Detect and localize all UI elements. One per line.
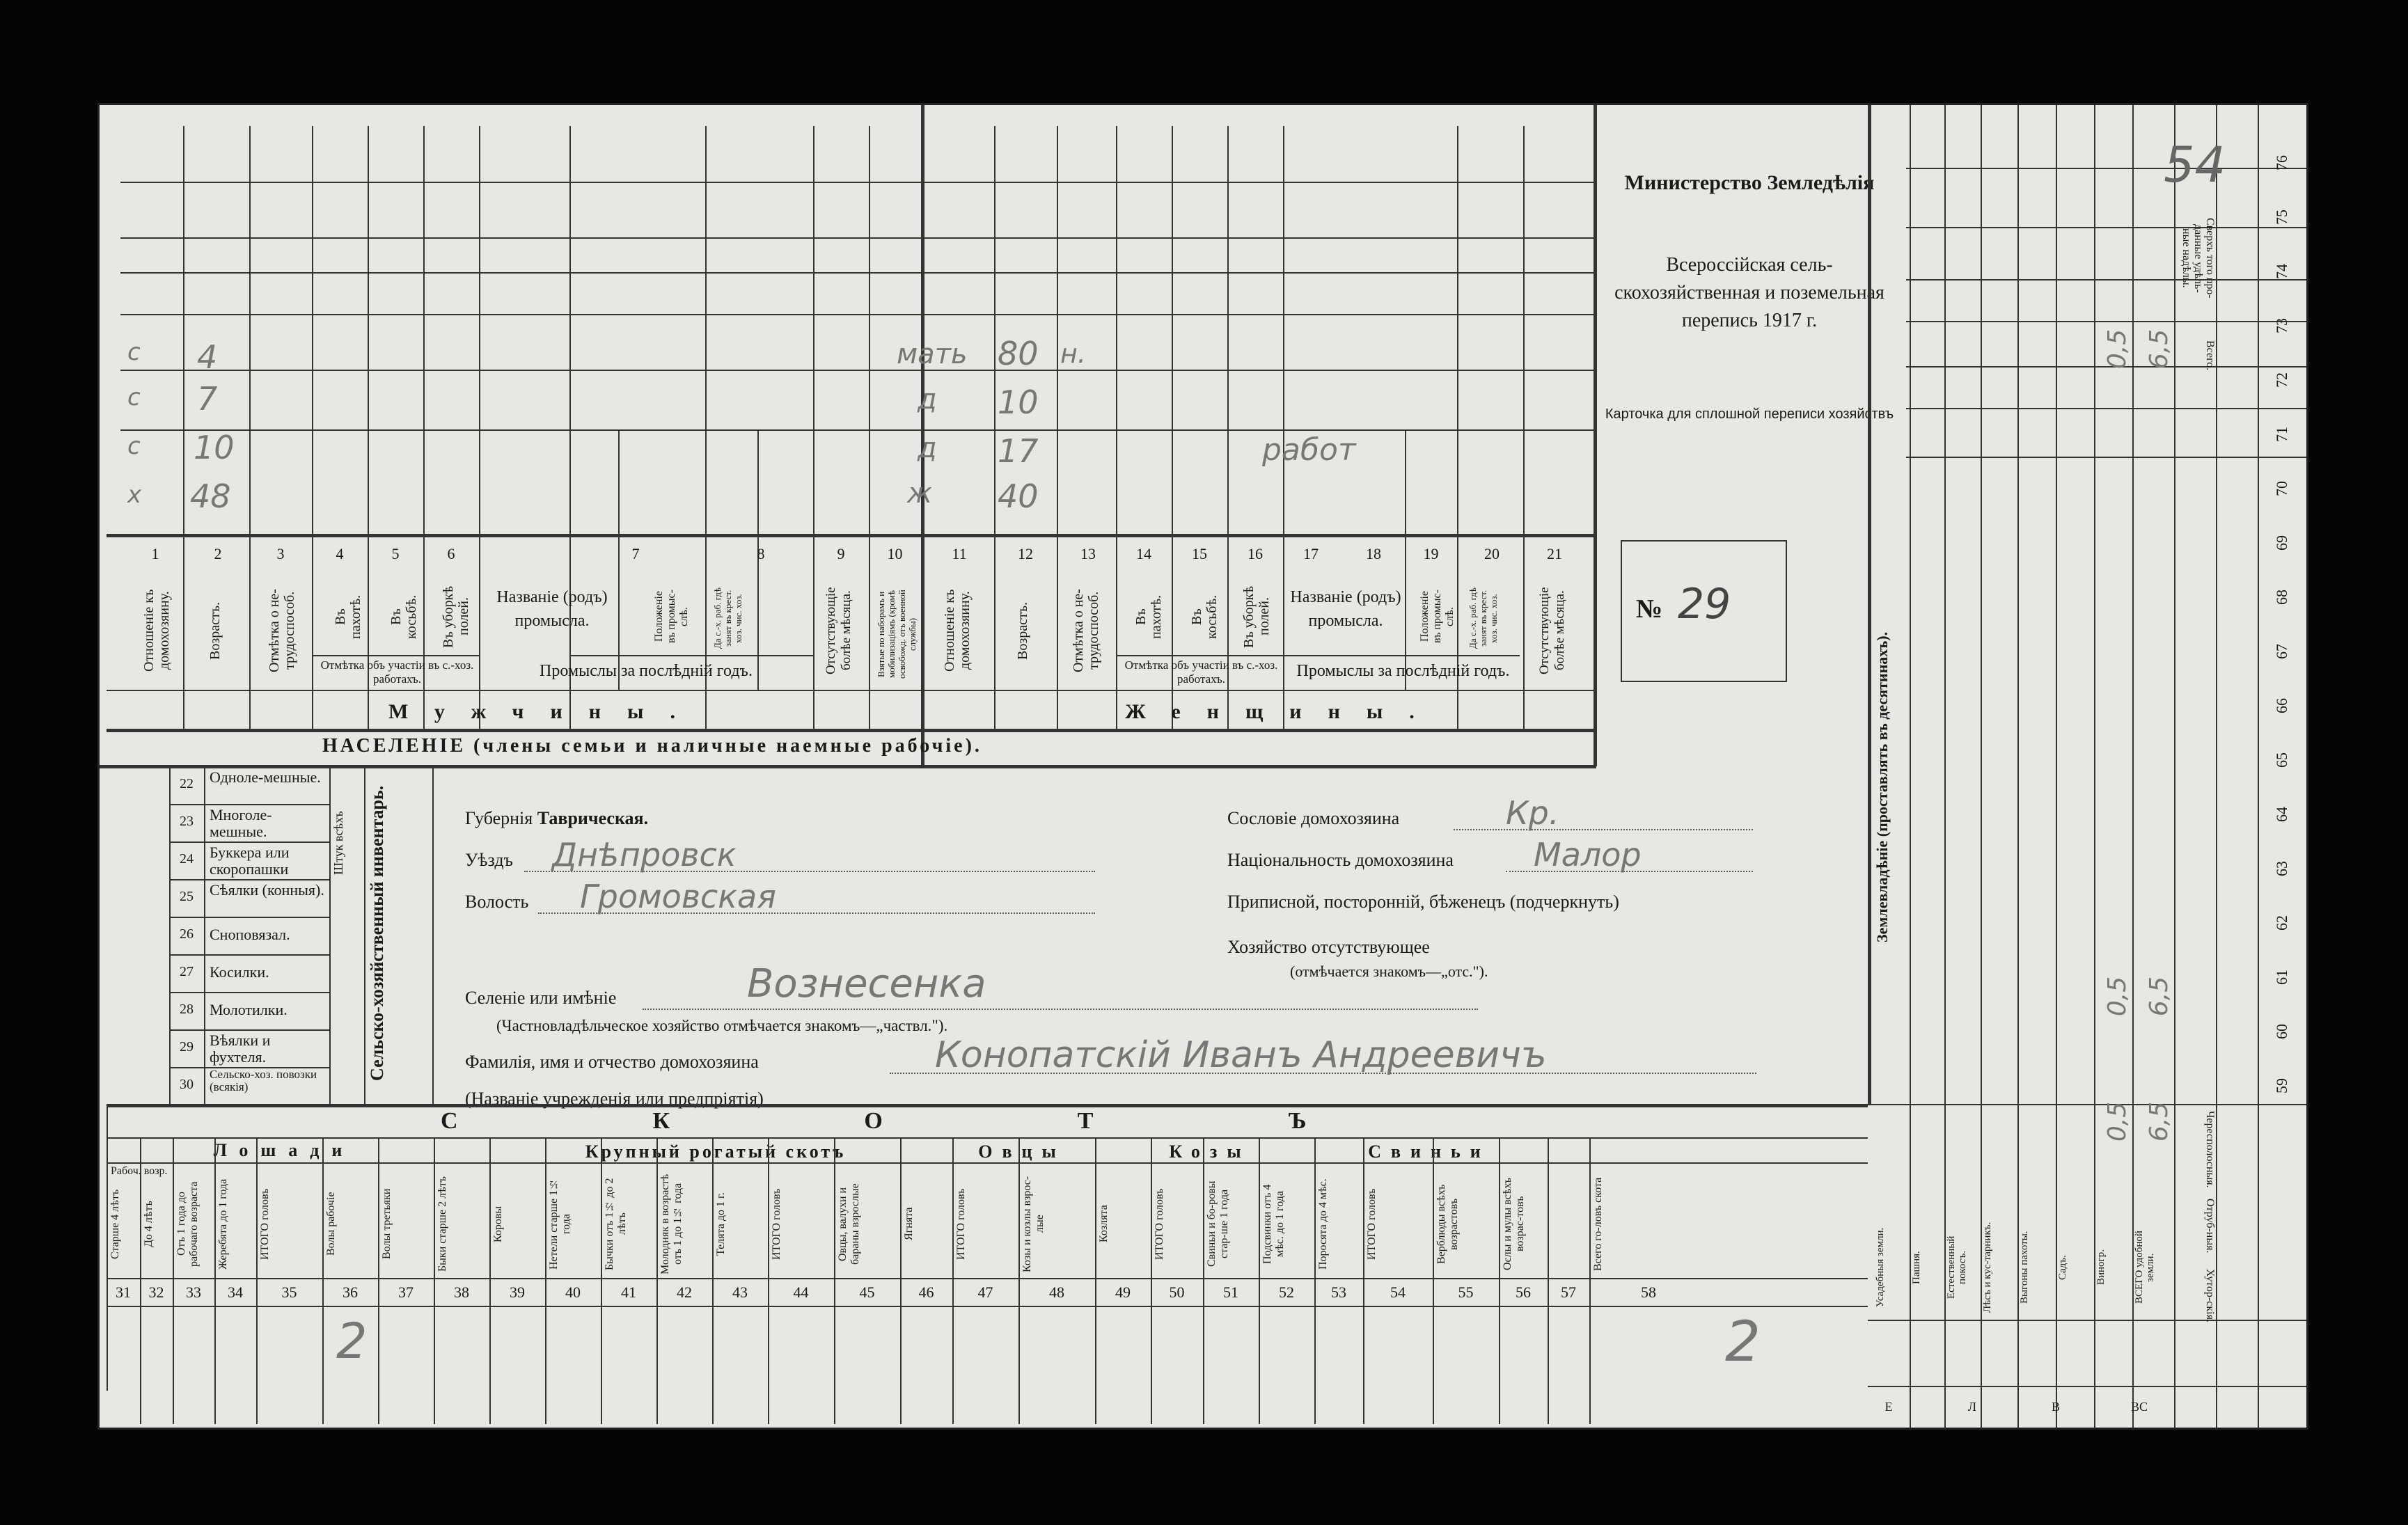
livestock-col-header: Молодняк в возрастѣ отъ 1 до 1½ года xyxy=(659,1174,684,1274)
header-plow-w: Въ пахотѣ. xyxy=(1133,594,1164,639)
livestock-col-header: Волы рабочіе xyxy=(325,1192,337,1256)
header-mow-w: Въ косьбѣ. xyxy=(1189,594,1220,639)
livestock-col-header: Козлята xyxy=(1098,1205,1110,1243)
men-relation-1: с xyxy=(127,338,141,366)
land-col-num: 59 xyxy=(2273,1078,2290,1093)
header-disability-w: Отмѣтка о не-трудоспособ. xyxy=(1071,589,1101,672)
inv-label: Сельско-хоз. повозки (всякія) xyxy=(210,1068,317,1093)
header-relation: Отношеніе къ домохозяину. xyxy=(141,589,172,672)
land-col-num: 65 xyxy=(2273,752,2290,768)
livestock-col-header: Овцы, валухи и бараны взрослые xyxy=(837,1183,861,1265)
women-relation-1: мать xyxy=(897,338,968,370)
land-col-num: 62 xyxy=(2273,915,2290,931)
header-plow: Въ пахотѣ. xyxy=(333,594,363,639)
livestock-col-num: 48 xyxy=(1049,1283,1064,1301)
address-block xyxy=(434,766,1868,1109)
header-mobilized: Взятые по наборамъ и мобилизаціямъ (кромѣ освобожд. отъ военной службы) xyxy=(876,590,918,679)
header-mow: Въ косьбѣ. xyxy=(388,594,419,639)
land-col-num: 70 xyxy=(2273,481,2290,496)
land-row-label: Выгоны пахоты. xyxy=(2019,1231,2030,1304)
livestock-col-num: 33 xyxy=(186,1283,201,1301)
livestock-col-header: Нетели старше 1½ года xyxy=(548,1178,572,1270)
col-num: 17 xyxy=(1303,545,1319,562)
land-col-num: 76 xyxy=(2273,155,2290,171)
livestock-col-num: 35 xyxy=(281,1283,297,1301)
col-num: 9 xyxy=(837,545,845,562)
total-value-2: 6,5 xyxy=(2145,329,2174,370)
land-col-header: Отруб-ныя. xyxy=(2204,1198,2216,1254)
inv-label: Буккера или скоропашки xyxy=(210,844,290,878)
village-note: (Частновладѣльческое хозяйство отмѣчается знакомъ—„частвл."). xyxy=(496,1017,948,1034)
col-num: 6 xyxy=(447,545,455,562)
livestock-col-num: 57 xyxy=(1561,1283,1576,1301)
men-age-2: 7 xyxy=(197,380,218,418)
livestock-col-header: Телята до 1 г. xyxy=(715,1192,727,1256)
header-trade: Названіе (родъ) промысла. xyxy=(496,588,608,630)
header-trades-year-w: Промыслы за послѣдній годъ. xyxy=(1296,662,1510,680)
livestock-col-num: 41 xyxy=(621,1283,636,1301)
livestock-col-num: 31 xyxy=(116,1283,131,1301)
livestock-section-label: СКОТЪ xyxy=(441,1108,1502,1134)
women-relation-4: ж xyxy=(907,477,933,509)
livestock-col-num: 42 xyxy=(677,1283,692,1301)
nationality-label: Національность домохозяина xyxy=(1227,850,1454,870)
livestock-col-num: 50 xyxy=(1169,1283,1185,1301)
header-harvest: Въ уборкѣ полей. xyxy=(441,585,471,648)
col-num: 15 xyxy=(1192,545,1207,562)
land-row-label: Садъ. xyxy=(2057,1255,2068,1280)
livestock-col-num: 54 xyxy=(1390,1283,1406,1301)
header-absent: Отсутствующіе болѣе мѣсяца. xyxy=(824,587,853,674)
livestock-col-header: ИТОГО головъ xyxy=(259,1188,271,1260)
livestock-col-num: 32 xyxy=(148,1283,164,1301)
header-trades-year: Промыслы за послѣдній годъ. xyxy=(540,662,753,680)
col-num: 13 xyxy=(1080,545,1096,562)
volost-value: Громовская xyxy=(580,878,776,915)
livestock-col-header: Отъ 1 года до рабочаго возраста xyxy=(175,1181,200,1267)
all-livestock-total: 2 xyxy=(1725,1309,1761,1374)
land-col-header: Хутор-скія. xyxy=(2204,1268,2216,1322)
livestock-col-num: 39 xyxy=(510,1283,525,1301)
v63-1: 0,5 xyxy=(2103,1101,2132,1142)
women-note-1: н. xyxy=(1060,338,1086,369)
cattle-label: Крупный рогатый скотъ xyxy=(585,1141,847,1162)
men-relation-3: с xyxy=(127,432,141,460)
inv-label: Сѣялки (конныя). xyxy=(210,881,324,899)
land-row-label: Лѣсъ и кус-тарникъ. xyxy=(1982,1222,1993,1313)
inv-num: 25 xyxy=(180,889,194,904)
livestock-col-num: 44 xyxy=(793,1283,809,1301)
land-col-num: 72 xyxy=(2273,372,2290,388)
col-num: 16 xyxy=(1248,545,1263,562)
col-num: 14 xyxy=(1136,545,1151,562)
village-label: Селеніе или имѣніе xyxy=(465,988,617,1008)
volost-label: Волость xyxy=(465,892,529,912)
men-label: Мужчины. xyxy=(388,700,702,723)
livestock-col-num: 56 xyxy=(1516,1283,1531,1301)
inv-num: 26 xyxy=(180,926,194,942)
livestock-col-header: Старше 4 лѣтъ xyxy=(109,1189,121,1259)
women-relation-3: д xyxy=(918,432,937,464)
header-participation-w: Отмѣтка объ участіи въ с.-хоз. работахъ. xyxy=(1124,658,1278,686)
inventory-title: Сельско-хозяйственный инвентарь. xyxy=(367,785,387,1082)
men-relation-4: х xyxy=(127,481,142,509)
col-num: 2 xyxy=(214,545,222,562)
livestock-col-header: Верблюды всѣхъ возрастовъ xyxy=(1435,1184,1460,1264)
land-col-num: 74 xyxy=(2273,264,2290,279)
livestock-col-header: Всего го-ловъ скота xyxy=(1592,1177,1604,1271)
land-col-num: 61 xyxy=(2273,970,2290,985)
inv-label: Вѣялки и фухтеля. xyxy=(210,1032,271,1066)
livestock-col-num: 37 xyxy=(398,1283,414,1301)
livestock-col-header: Ослы и мулы всѣхъ возрас-товъ xyxy=(1502,1177,1526,1271)
livestock-col-header: Поросята до 4 мѣс. xyxy=(1317,1178,1329,1270)
inv-label: Сноповязал. xyxy=(210,926,290,943)
sheep-label: Овцы xyxy=(978,1141,1066,1162)
header-harvest-w: Въ уборкѣ полей. xyxy=(1241,585,1272,648)
card-number: 29 xyxy=(1678,580,1731,629)
inventory-sub: Штук всѣхъ xyxy=(331,811,345,875)
pigs-label: Свиньи xyxy=(1368,1141,1490,1162)
number-label: № xyxy=(1636,594,1663,624)
livestock-col-num: 36 xyxy=(343,1283,358,1301)
men-age-3: 10 xyxy=(194,429,235,466)
inv-label: Косилки. xyxy=(210,963,269,981)
goats-label: Козы xyxy=(1169,1141,1251,1162)
livestock-col-num: 53 xyxy=(1331,1283,1346,1301)
land-row-label: Пашня. xyxy=(1911,1251,1922,1284)
header-age: Возрастъ. xyxy=(207,601,223,660)
land-col-num: 71 xyxy=(2273,427,2290,442)
province-value: Таврическая. xyxy=(537,808,649,828)
population-section-label: НАСЕЛЕНІЕ (члены семьи и наличные наемные рабочіе). xyxy=(322,735,982,757)
col-num: 4 xyxy=(336,545,344,562)
header-trade-w: Названіе (родъ) промысла. xyxy=(1290,588,1401,630)
inv-num: 22 xyxy=(180,776,194,791)
col-num: 8 xyxy=(757,545,765,562)
inv-num: 27 xyxy=(180,964,194,979)
livestock-col-num: 46 xyxy=(918,1283,934,1301)
livestock-col-header xyxy=(1550,1174,1587,1274)
col-num: 7 xyxy=(631,545,640,562)
absent-note: (отмѣчается знакомъ—„отс."). xyxy=(1290,963,1488,980)
col-num: 3 xyxy=(276,545,285,562)
inventory-table xyxy=(169,766,434,1104)
owner-value: Конопатскій Иванъ Андреевичъ xyxy=(935,1034,1547,1076)
livestock-col-num: 38 xyxy=(454,1283,469,1301)
inv-num: 24 xyxy=(180,851,194,867)
header-trade-where: Дa с.-х. раб. гдѣ занят въ крест. хоз. чис. хоз. xyxy=(712,587,743,649)
land-col-num: 64 xyxy=(2273,807,2290,822)
livestock-col-header: Волы третьяки xyxy=(381,1188,393,1260)
livestock-col-header: До 4 лѣтъ xyxy=(143,1201,155,1247)
livestock-col-num: 51 xyxy=(1223,1283,1238,1301)
women-age-3: 17 xyxy=(998,432,1039,470)
women-relation-2: д xyxy=(918,384,937,416)
land-col-num: 60 xyxy=(2273,1024,2290,1039)
land-col-num: 68 xyxy=(2273,590,2290,605)
header-disability: Отмѣтка о не-трудоспособ. xyxy=(267,589,297,672)
livestock-col-header: Быки старше 2 лѣтъ xyxy=(436,1176,448,1272)
header-trade-where-w: Дa с.-х. раб. гдѣ занят въ крест. хоз. чис. хоз. xyxy=(1467,587,1499,649)
work-age-label: Рабоч. возр. xyxy=(111,1165,168,1177)
women-age-2: 10 xyxy=(998,384,1039,421)
nationality-value: Малор xyxy=(1534,836,1642,874)
land-col-header: Сверхъ того про-данные удѣль-ные надѣлы. xyxy=(2180,218,2216,299)
estate-value: Кр. xyxy=(1506,794,1559,832)
horses-label: Лошади xyxy=(213,1140,355,1160)
land-col-header: Чересполосныя. xyxy=(2204,1110,2216,1188)
livestock-col-header: ИТОГО головъ xyxy=(1154,1188,1165,1260)
inv-num: 29 xyxy=(180,1039,194,1054)
livestock-table xyxy=(107,1104,1868,1424)
land-col-num: 63 xyxy=(2273,861,2290,876)
horses-total: 2 xyxy=(336,1313,368,1370)
village-value: Вознесенка xyxy=(747,961,986,1006)
land-row-mark: Л xyxy=(1967,1400,1977,1414)
land-table xyxy=(1770,105,2306,1428)
institution-label: (Названіе учрежденія или предпріятія) xyxy=(465,1089,764,1109)
women-age-4: 40 xyxy=(998,477,1039,515)
col-num: 12 xyxy=(1018,545,1033,562)
district-value: Днѣпровск xyxy=(552,836,737,874)
header-age-w: Возрастъ. xyxy=(1015,601,1030,660)
women-label: Женщины. xyxy=(1125,700,1441,723)
inv-num: 28 xyxy=(180,1002,194,1017)
livestock-col-num: 43 xyxy=(732,1283,748,1301)
livestock-col-header: Жеребята до 1 года xyxy=(217,1178,229,1270)
livestock-col-num: 34 xyxy=(228,1283,243,1301)
corner-number: 54 xyxy=(2164,136,2226,193)
col-num: 5 xyxy=(391,545,400,562)
col-num: 11 xyxy=(952,545,967,562)
women-age-1: 80 xyxy=(998,335,1039,372)
inv-num: 23 xyxy=(180,814,194,829)
land-row-label: ВСЕГО удобной земли. xyxy=(2134,1231,2156,1304)
header-relation-w: Отношеніе къ домохозяину. xyxy=(942,589,973,672)
province-label-text: Губернія xyxy=(465,808,533,828)
col-num: 21 xyxy=(1547,545,1562,562)
land-row-label: Естественный покосъ. xyxy=(1946,1235,1968,1299)
land-row-mark: Е xyxy=(1884,1400,1893,1414)
livestock-col-header: Подсвинки отъ 4 мѣс. до 1 года xyxy=(1261,1184,1286,1264)
livestock-col-num: 40 xyxy=(565,1283,581,1301)
card-type: Карточка для сплошной переписи хозяйствъ xyxy=(1605,406,1894,422)
absent-label: Хозяйство отсутствующее xyxy=(1227,937,1430,957)
header-trade-position: Положеніе въ промыс-слѣ. xyxy=(653,590,690,644)
land-col-num: 75 xyxy=(2273,210,2290,225)
census-title: Всероссійская сель-скохозяйственная и поземельная перепись 1917 г. xyxy=(1614,254,1884,331)
land-col-num: 67 xyxy=(2273,644,2290,659)
inv-num: 30 xyxy=(180,1077,194,1092)
livestock-col-header: ИТОГО головъ xyxy=(771,1188,782,1260)
women-trade-note: работ xyxy=(1262,432,1356,468)
land-row-mark: ВС xyxy=(2130,1400,2148,1414)
livestock-col-num: 47 xyxy=(977,1283,993,1301)
land-col-num: 66 xyxy=(2273,698,2290,713)
v65-2: 6,5 xyxy=(2145,976,2174,1017)
inv-label: Одноле-мешные. xyxy=(210,768,321,786)
col-num: 1 xyxy=(151,545,159,562)
ministry-title: Министерство Земледѣлія xyxy=(1624,171,1875,194)
estate-label: Сословіе домохозяина xyxy=(1227,808,1400,828)
men-age-1: 4 xyxy=(197,338,218,376)
livestock-col-num: 58 xyxy=(1641,1283,1656,1301)
men-relation-2: с xyxy=(127,384,141,411)
status-label: Приписной, посторонній, бѣженецъ (подчеркнуть) xyxy=(1227,892,1619,912)
land-row-mark: В xyxy=(2051,1400,2060,1414)
inv-label: Молотилки. xyxy=(210,1001,288,1018)
v65-1: 0,5 xyxy=(2103,976,2132,1017)
livestock-col-num: 49 xyxy=(1115,1283,1131,1301)
header-trade-position-w: Положеніе въ промыс-слѣ. xyxy=(1419,590,1456,644)
livestock-col-header: ИТОГО головъ xyxy=(1366,1188,1378,1260)
total-value-1: 0,5 xyxy=(2103,329,2132,370)
header-absent-w: Отсутствующіе болѣе мѣсяца. xyxy=(1537,587,1567,674)
v63-2: 6,5 xyxy=(2145,1101,2174,1142)
col-num: 20 xyxy=(1484,545,1500,562)
livestock-col-num: 52 xyxy=(1279,1283,1294,1301)
livestock-col-header: Коровы xyxy=(492,1206,504,1242)
card-number-box xyxy=(1621,540,1787,682)
census-card xyxy=(97,103,2308,1430)
livestock-col-header: Ягнята xyxy=(903,1207,915,1241)
livestock-col-num: 45 xyxy=(859,1283,875,1301)
land-row-label: Виногр. xyxy=(2095,1249,2107,1286)
land-col-num: 69 xyxy=(2273,535,2290,551)
land-col-num: 73 xyxy=(2273,318,2290,333)
men-age-4: 48 xyxy=(190,477,231,515)
header-participation: Отмѣтка объ участіи въ с.-хоз. работахъ. xyxy=(320,658,474,686)
col-num: 19 xyxy=(1423,545,1439,562)
inv-label: Многоле-мешные. xyxy=(210,806,272,840)
land-side-title: Землевладѣніе (проставлять въ десятинахъ). xyxy=(1873,631,1891,943)
col-num: 18 xyxy=(1366,545,1381,562)
livestock-col-header: ИТОГО головъ xyxy=(955,1188,967,1260)
district-label: Уѣздъ xyxy=(465,850,513,870)
livestock-col-header: Бычки отъ 1½ до 2 лѣтъ xyxy=(604,1178,628,1270)
col-num: 10 xyxy=(887,545,903,562)
province-label xyxy=(465,808,648,829)
population-table xyxy=(100,105,1595,766)
livestock-col-header: Свиньи и бо-ровы стар-ше 1 года xyxy=(1206,1180,1230,1267)
livestock-col-num: 55 xyxy=(1458,1283,1474,1301)
livestock-col-header: Козы и козлы взрос-лые xyxy=(1021,1176,1046,1272)
land-row-label: Усадебныя земли. xyxy=(1875,1227,1886,1308)
land-col-header: Всего. xyxy=(2204,340,2216,371)
owner-label: Фамилія, имя и отчество домохозяина xyxy=(465,1052,759,1072)
